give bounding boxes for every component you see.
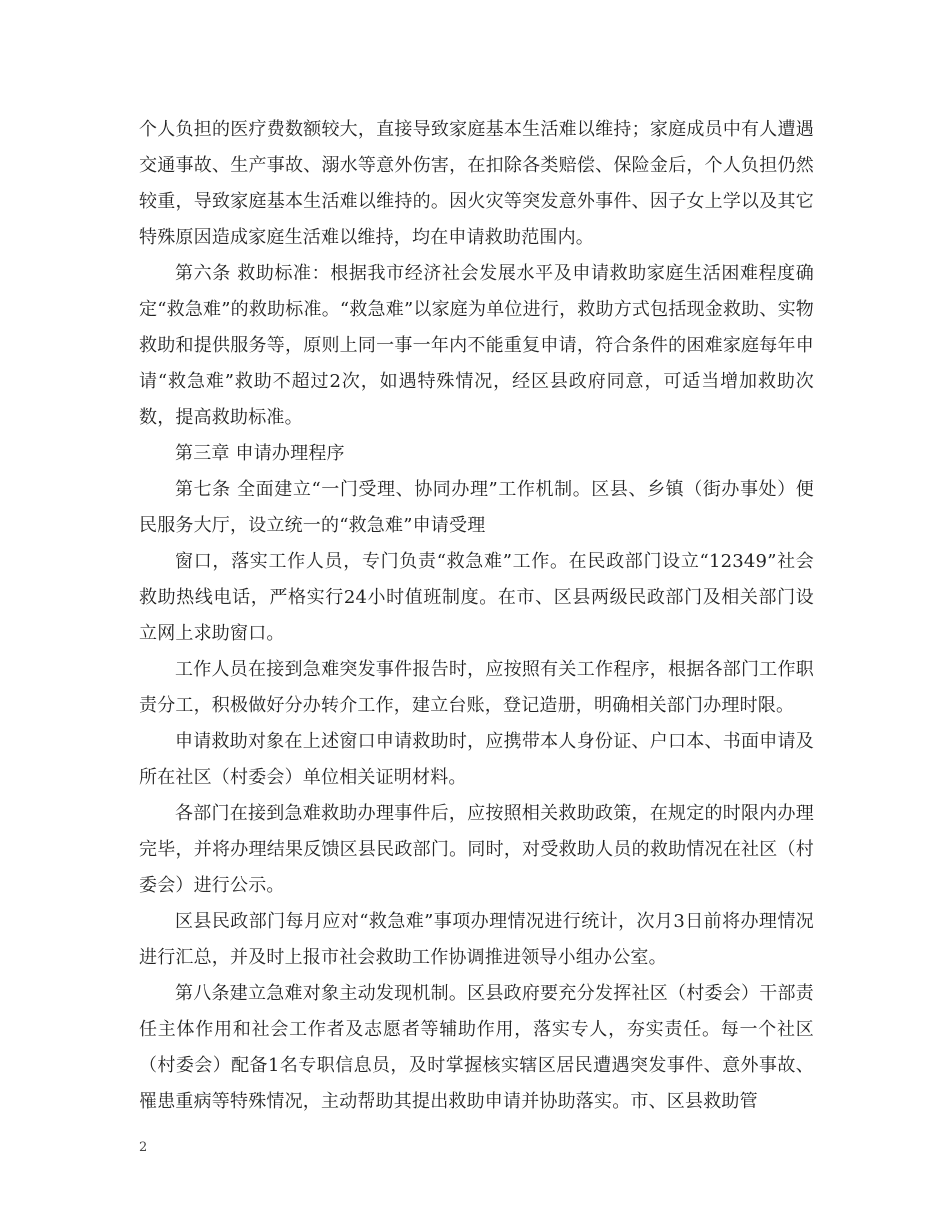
paragraph-application-materials: 申请救助对象在上述窗口申请救助时，应携带本人身份证、户口本、书面申请及所在社区（村委会）单位相关证明材料。 — [139, 731, 814, 788]
chapter-heading: 第三章 申请办理程序 — [175, 443, 345, 464]
paragraph-article-8: 第八条建立急难对象主动发现机制。区县政府要充分发挥社区（村委会）干部责任主体作用和社会工作者及志愿者等辅助作用，落实专人，夯实责任。每一个社区（村委会）配备1名专职信息员，及时掌握核实辖区居民遭遇突发事件、意外事故、罹患重病等特殊情况，主动帮助其提出救助申请并协助落实。市、区县救助管 — [139, 983, 814, 1112]
paragraph-staff-duties: 工作人员在接到急难突发事件报告时，应按照有关工作程序，根据各部门工作职责分工，积极做好分办转介工作，建立台账，登记造册，明确相关部门办理时限。 — [139, 659, 814, 716]
document-body — [139, 112, 814, 1120]
paragraph-window-setup: 窗口，落实工作人员，专门负责“救急难”工作。在民政部门设立“12349”社会救助热线电话，严格实行24小时值班制度。在市、区县两级民政部门及相关部门设立网上求助窗口。 — [139, 551, 814, 644]
paragraph-article-7: 第七条 全面建立“一门受理、协同办理”工作机制。区县、乡镇（街办事处）便民服务大厅，设立统一的“救急难”申请受理 — [139, 479, 814, 536]
page-number: 2 — [139, 1140, 148, 1155]
paragraph-department-processing: 各部门在接到急难救助办理事件后，应按照相关救助政策，在规定的时限内办理完毕，并将办理结果反馈区县民政部门。同时，对受救助人员的救助情况在社区（村委会）进行公示。 — [139, 803, 814, 896]
paragraph-1: 个人负担的医疗费数额较大，直接导致家庭基本生活难以维持；家庭成员中有人遭遇交通事故、生产事故、溺水等意外伤害，在扣除各类赔偿、保险金后，个人负担仍然较重，导致家庭基本生活难以维持的。因火灾等突发意外事件、因子女上学以及其它特殊原因造成家庭生活难以维持，均在申请救助范围内。 — [139, 119, 814, 248]
paragraph-article-6: 第六条 救助标准：根据我市经济社会发展水平及申请救助家庭生活困难程度确定“救急难”的救助标准。“救急难”以家庭为单位进行，救助方式包括现金救助、实物救助和提供服务等，原则上同一事一年内不能重复申请，符合条件的困难家庭每年申请“救急难”救助不超过2次，如遇特殊情况，经区县政府同意，可适当增加救助次数，提高救助标准。 — [139, 263, 814, 428]
paragraph-monthly-statistics: 区县民政部门每月应对“救急难”事项办理情况进行统计，次月3日前将办理情况进行汇总，并及时上报市社会救助工作协调推进领导小组办公室。 — [139, 911, 814, 968]
